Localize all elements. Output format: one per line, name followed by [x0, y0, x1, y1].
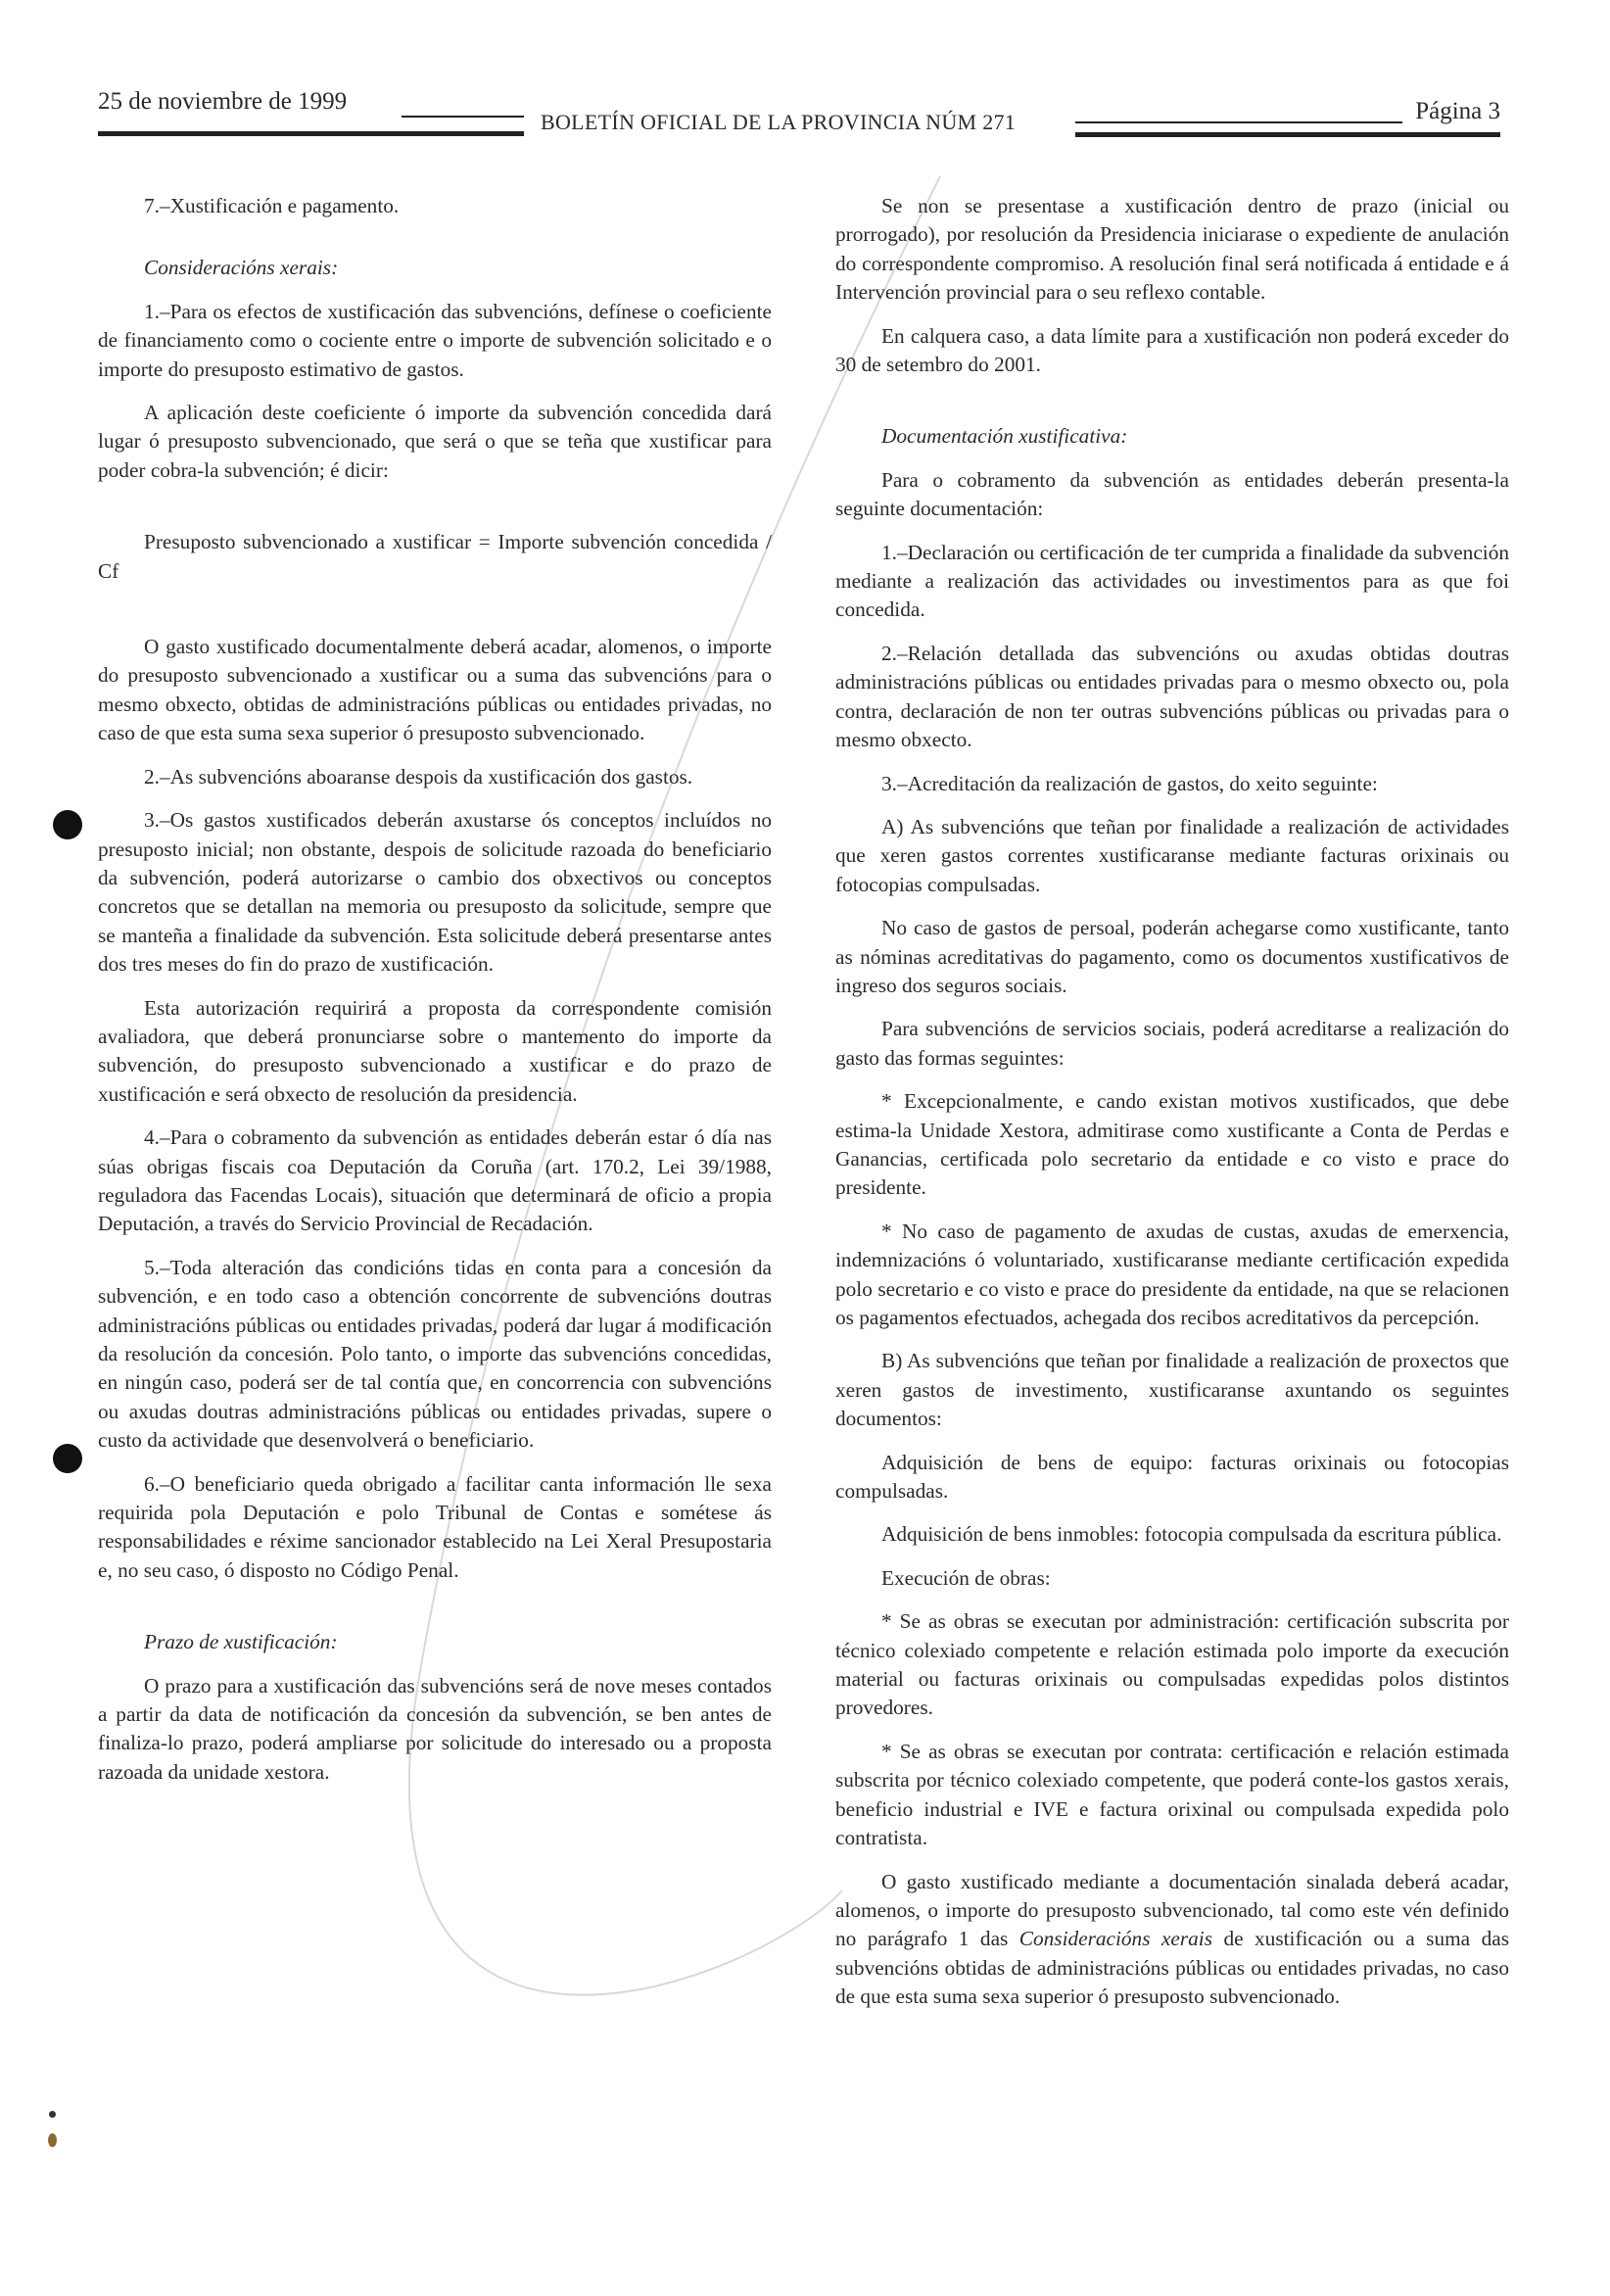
paragraph: * Se as obras se executan por administración: certificación subscrita por técnico colexiado competente e relación estimada polo importe da execución material ou facturas orixinais ou compulsadas expedidas polos distintos provedores.: [835, 1609, 1509, 1720]
paragraph: Execución de obras:: [881, 1565, 1051, 1590]
paragraph: 2.–As subvencións aboaranse despois da xustificación dos gastos.: [144, 764, 693, 789]
paragraph: 5.–Toda alteración das condicións tidas en conta para a concesión da subvención, e en todo caso a obtención concorrente de subvencións doutras administracións públicas ou entidades privadas, poderá dar lugar á modificación da resolución da concesión. Polo tanto, o importe das subvencións concedidas, en ningún caso, poderá ser de tal contía que, en concorrencia con subvencións ou axudas doutras administracións públicas ou entidades privadas, supere o custo da actividade que desenvolverá o beneficiario.: [98, 1255, 772, 1453]
header-rule-right-thick: [1075, 132, 1500, 137]
paragraph: 1.–Para os efectos de xustificación das subvencións, defínese o coeficiente de financiamento como o cociente entre o importe de subvención solicitado e o importe do presuposto estimativo de gastos.: [98, 299, 772, 381]
formula: Presuposto subvencionado a xustificar = Importe subvención concedida / Cf: [98, 530, 772, 583]
punch-hole: [53, 1444, 82, 1473]
paragraph: A) As subvencións que teñan por finalidade a realización de actividades que xeren gastos correntes xustificaranse mediante facturas orixinais ou fotocopias compulsadas.: [835, 814, 1509, 896]
text-run: O gasto xustificado mediante a documentación sinalada deberá acadar, alomenos, o importe do presuposto subvencionado, tal como este vén definido no parágrafo 1 das: [835, 1869, 1509, 1951]
paragraph: En calquera caso, a data límite para a xustificación non poderá exceder do 30 de setembro do 2001.: [835, 323, 1509, 377]
paragraph: O prazo para a xustificación das subvencións será de nove meses contados a partir da data de notificación da concesión da subvención, se ben antes de finaliza-lo prazo, poderá ampliarse por solicitude do interesado ou a proposta razoada da unidade xestora.: [98, 1673, 772, 1784]
header-rule-left-thick: [98, 131, 524, 136]
paragraph: Esta autorización requirirá a proposta da correspondente comisión avaliadora, que deberá pronunciarse sobre o mantemento do importe da subvención, do presuposto subvencionado a xustificar e do prazo de xustificación e será obxecto de resolución da presidencia.: [98, 995, 772, 1106]
section-heading: 7.–Xustificación e pagamento.: [144, 194, 400, 217]
paragraph: 1.–Declaración ou certificación de ter cumprida a finalidade da subvención mediante a realización das actividades ou investimentos para as que foi concedida.: [835, 540, 1509, 622]
paragraph: 3.–Acreditación da realización de gastos, do xeito seguinte:: [881, 771, 1378, 795]
paragraph: * Se as obras se executan por contrata: certificación e relación estimada subscrita por técnico colexiado competente, que poderá conte-los gastos xerais, beneficio industrial e IVE e factura orixinal ou compulsada expedida polo contratista.: [835, 1739, 1509, 1850]
paragraph: Adquisición de bens de equipo: facturas orixinais ou fotocopias compulsadas.: [835, 1450, 1509, 1504]
paragraph: [835, 1868, 1509, 2012]
header-date: 25 de noviembre de 1999: [98, 88, 348, 115]
text-run-italic: Consideracións xerais: [1018, 1927, 1212, 1951]
subheading-consideracions: Consideracións xerais:: [144, 256, 339, 280]
paragraph: 3.–Os gastos xustificados deberán axustarse ós conceptos incluídos no presuposto inicial; non obstante, despois de solicitude razoada do beneficiario da subvención, poderá autorizarse o cambio dos obxectivos ou conceptos concretos que se detallan na memoria ou presuposto da solicitude, sempre que se manteña a finalidade da subvención. Esta solicitude deberá presentarse antes dos tres meses do fin do prazo de xustificación.: [98, 808, 772, 977]
punch-hole: [53, 810, 82, 839]
scan-mark: [48, 2133, 57, 2147]
header-rule-right-thin: [1075, 121, 1402, 123]
right-column: [835, 192, 1509, 2027]
paragraph: Se non se presentase a xustificación dentro de prazo (inicial ou prorrogado), por resolución da Presidencia iniciarase o expediente de anulación do correspondente compromiso. A resolución final será notificada á entidade e á Intervención provincial para o seu reflexo contable.: [835, 194, 1509, 305]
header-page-number: Página 3: [1415, 98, 1500, 124]
paragraph: * No caso de pagamento de axudas de custas, axudas de emerxencia, indemnizacións ó voluntariado, xustificaranse mediante certificación expedida polo secretario e co visto e prace do presidente da entidade, na que se relacionen os pagamentos efectuados, achegada dos recibos acreditativos da percepción.: [835, 1219, 1509, 1329]
paragraph: Adquisición de bens inmobles: fotocopia compulsada da escritura pública.: [881, 1522, 1502, 1547]
subheading-documentacion: Documentación xustificativa:: [881, 424, 1128, 449]
left-column: [98, 192, 772, 1801]
paragraph: 4.–Para o cobramento da subvención as entidades deberán estar ó día nas súas obrigas fiscais coa Deputación da Coruña (art. 170.2, Lei 39/1988, reguladora das Facendas Locais), situación que determinará de oficio a propia Deputación, a través do Servicio Provincial de Recadación.: [98, 1125, 772, 1236]
paragraph: A aplicación deste coeficiente ó importe da subvención concedida dará lugar ó presuposto subvencionado, que será o que se teña que xustificar para poder cobra-la subvención; é dicir:: [98, 401, 772, 482]
paragraph: B) As subvencións que teñan por finalidade a realización de proxectos que xeren gastos de investimento, xustificaranse axuntando os seguintes documentos:: [835, 1349, 1509, 1431]
header-publication: BOLETÍN OFICIAL DE LA PROVINCIA NÚM 271: [541, 110, 1017, 134]
paragraph: 6.–O beneficiario queda obrigado a facilitar canta información lle sexa requirida pola Deputación e polo Tribunal de Contas e sométese ás responsabilidades e réxime sancionador establecido na Lei Xeral Presupostaria e, no seu caso, ó disposto no Código Penal.: [98, 1471, 772, 1582]
paragraph: Para o cobramento da subvención as entidades deberán presenta-la seguinte documentación:: [835, 467, 1509, 521]
text-run: de xustificación ou a suma das subvencións obtidas de administracións públicas ou entidades privadas, no caso de que esta suma sexa superior ó presuposto subvencionado.: [835, 1927, 1509, 2009]
subheading-prazo: Prazo de xustificación:: [144, 1630, 338, 1654]
paragraph: * Excepcionalmente, e cando existan motivos xustificados, que debe estima-la Unidade Xestora, admitirase como xustificante a Conta de Perdas e Ganancias, certificada polo secretario da entidade e co visto e prace do presidente.: [835, 1089, 1509, 1200]
header-rule-left-thin: [402, 116, 524, 118]
paragraph: O gasto xustificado documentalmente deberá acadar, alomenos, o importe do presuposto subvencionado a xustificar ou a suma das subvencións para o mesmo obxecto, obtidas de administracións públicas ou entidades privadas, no caso de que esta suma sexa superior ó presuposto subvencionado.: [98, 635, 772, 745]
paragraph: 2.–Relación detallada das subvencións ou axudas obtidas doutras administracións públicas ou entidades privadas para o mesmo obxecto ou, pola contra, declaración de non ter outras subvencións públicas ou privadas para o mesmo obxecto.: [835, 641, 1509, 752]
paragraph: No caso de gastos de persoal, poderán achegarse como xustificante, tanto as nóminas acreditativas do pagamento, como os documentos xustificativos de ingreso dos seguros sociais.: [835, 916, 1509, 997]
paragraph: Para subvencións de servicios sociais, poderá acreditarse a realización do gasto das formas seguintes:: [835, 1017, 1509, 1070]
scan-mark: [49, 2111, 56, 2118]
